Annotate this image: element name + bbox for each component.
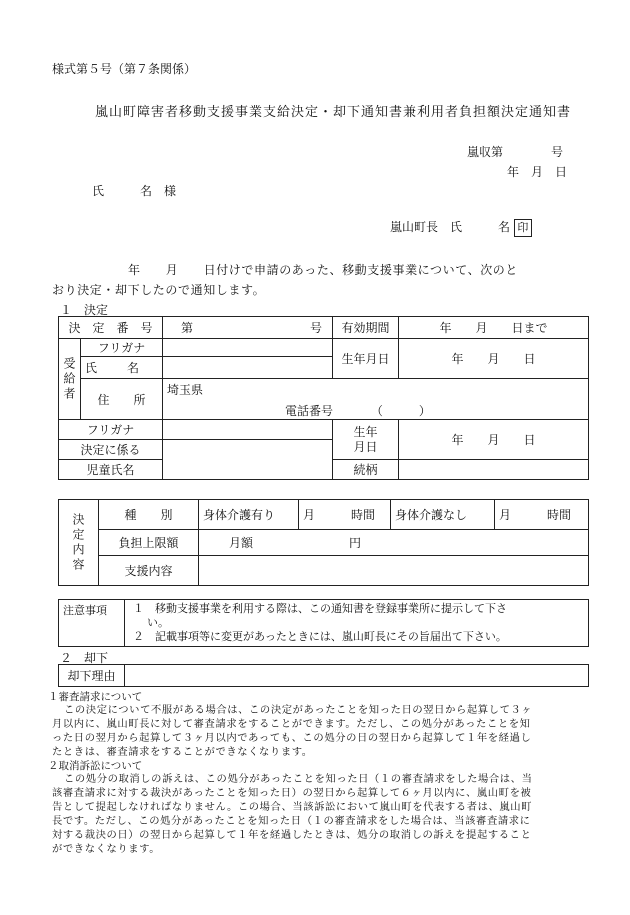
furigana-row <box>59 339 589 357</box>
appeal-line-2: 月以内に、嵐山町長に対して審査請求をすることができます。ただし、この処分があったことを知 <box>52 718 531 730</box>
validity-label: 有効期間 <box>333 317 399 339</box>
recipient-name: 氏 名 様 <box>92 184 177 198</box>
furigana-label: フリガナ <box>81 339 163 357</box>
document-number: 嵐収第 号 <box>467 145 564 159</box>
appeal-line-3: った日の翌月から起算して３ヶ月以内であっても、この処分の日の翌日から起算して１年を経過し <box>52 732 532 744</box>
child-birth-value: 年 月 日 <box>399 420 589 460</box>
care-yes-hours: 月 時間 <box>299 500 391 530</box>
support-value <box>199 556 589 586</box>
limit-value: 月額 円 <box>199 530 589 556</box>
section-reject-heading: ２ 却下 <box>60 651 109 665</box>
child-birth-label-2: 月日 <box>353 439 378 454</box>
kind-row <box>59 500 589 530</box>
appeal-heading: １審査請求について <box>48 691 143 703</box>
address-row <box>59 379 589 420</box>
decision-number-row <box>59 317 589 339</box>
child-name-value <box>163 440 333 480</box>
appeal-line-4: たときは、審査請求をすることができなくなります。 <box>52 746 313 758</box>
decision-number-value <box>163 317 333 339</box>
kind-label: 種 別 <box>99 500 199 530</box>
child-furigana-row <box>59 420 589 440</box>
lawsuit-line-6: ができなくなります。 <box>52 843 161 855</box>
care-no-hours: 月 時間 <box>495 500 589 530</box>
lawsuit-line-1: この処分の取消しの訴えは、この処分があったことを知った日（１の審査請求をした場合は、当 <box>64 773 533 785</box>
phone-value: （ ） <box>370 404 431 418</box>
limit-label: 負担上限額 <box>99 530 199 556</box>
phone-line <box>285 402 584 419</box>
form-label: 様式第５号（第７条関係） <box>52 62 197 76</box>
child-name-label-1: 決定に係る <box>59 440 163 460</box>
lawsuit-line-2: 該審査請求に対する裁決があったことを知った日）の翌日から起算して６ヶ月以内に、嵐山町を被 <box>52 787 532 799</box>
validity-value: 年 月 日まで <box>399 317 589 339</box>
birth-value: 年 月 日 <box>399 339 589 379</box>
section-decision-heading: １ 決定 <box>60 303 109 317</box>
decision-table <box>58 316 589 480</box>
reject-row <box>59 665 589 687</box>
notes-item-2: ２ 記載事項等に変更があったときには、嵐山町長にその旨届出て下さい。 <box>133 630 507 643</box>
recipient-group-label: 受給者 <box>59 339 81 420</box>
name-label: 氏 名 <box>81 357 163 379</box>
support-row <box>59 556 589 586</box>
address-prefecture: 埼玉県 <box>167 383 204 397</box>
address-label: 住 所 <box>81 379 163 420</box>
child-furigana-value <box>163 420 333 440</box>
notes-item-1-cont: い。 <box>147 616 169 629</box>
lawsuit-line-5: 対する裁決の日）の翌日から起算して１年を経過したときは、処分の取消しの訴えを提起すること <box>52 829 532 841</box>
address-value <box>163 379 589 420</box>
seal-mark: 印 <box>514 219 532 237</box>
decision-content-label: 決定内容 <box>59 500 99 586</box>
document-title: 嵐山町障害者移動支援事業支給決定・却下通知書兼利用者負担額決定通知書 <box>95 105 572 120</box>
care-no-label: 身体介護なし <box>391 500 495 530</box>
appeal-line-1: この決定について不服がある場合は、この決定があったことを知った日の翌日から起算して３ヶ <box>64 704 533 716</box>
reject-label: 却下理由 <box>59 665 125 687</box>
document-date: 年 月 日 <box>507 165 568 179</box>
name-value <box>163 357 333 379</box>
care-yes-label: 身体介護有り <box>199 500 299 530</box>
support-label: 支援内容 <box>99 556 199 586</box>
decision-content-table <box>58 499 589 586</box>
decision-number-label: 決 定 番 号 <box>59 317 163 339</box>
relation-value <box>399 460 589 480</box>
phone-label: 電話番号 <box>285 404 334 418</box>
birth-label: 生年月日 <box>333 339 399 379</box>
notes-content <box>125 600 589 647</box>
lawsuit-line-3: 告として提起しなければなりません。この場合、当該訴訟において嵐山町を代表する者は、嵐山町 <box>52 801 533 813</box>
notes-item-1: １ 移動支援事業を利用する際は、この通知書を登録事業所に提示して下さ <box>133 602 507 615</box>
child-name-label-2: 児童氏名 <box>59 460 163 480</box>
furigana-value <box>163 339 333 357</box>
issuer-line <box>390 218 532 237</box>
dai-label: 第 <box>181 321 194 335</box>
notes-label: 注意事項 <box>59 600 125 647</box>
lawsuit-heading: ２取消訴訟について <box>48 760 143 772</box>
relation-label: 続柄 <box>333 460 399 480</box>
appeal-body <box>52 703 612 759</box>
child-birth-label-1: 生年 <box>353 424 378 439</box>
intro-line-1: 年 月 日付けで申請のあった、移動支援事業について、次のと <box>128 263 519 277</box>
child-furigana-label: フリガナ <box>59 420 163 440</box>
issuer-title: 嵐山町長 氏 名 <box>390 220 511 234</box>
reject-value <box>125 665 589 687</box>
limit-row <box>59 530 589 556</box>
notes-table <box>58 599 589 647</box>
go-label: 号 <box>310 321 323 335</box>
lawsuit-line-4: 長です。ただし、この処分があったことを知った日（１の審査請求をした場合は、当該審査請求に <box>52 815 531 827</box>
lawsuit-body <box>52 772 612 856</box>
intro-line-2: おり決定・却下したので通知します。 <box>52 283 266 297</box>
child-birth-label <box>333 420 399 460</box>
notes-row <box>59 600 589 647</box>
reject-table <box>58 664 589 687</box>
